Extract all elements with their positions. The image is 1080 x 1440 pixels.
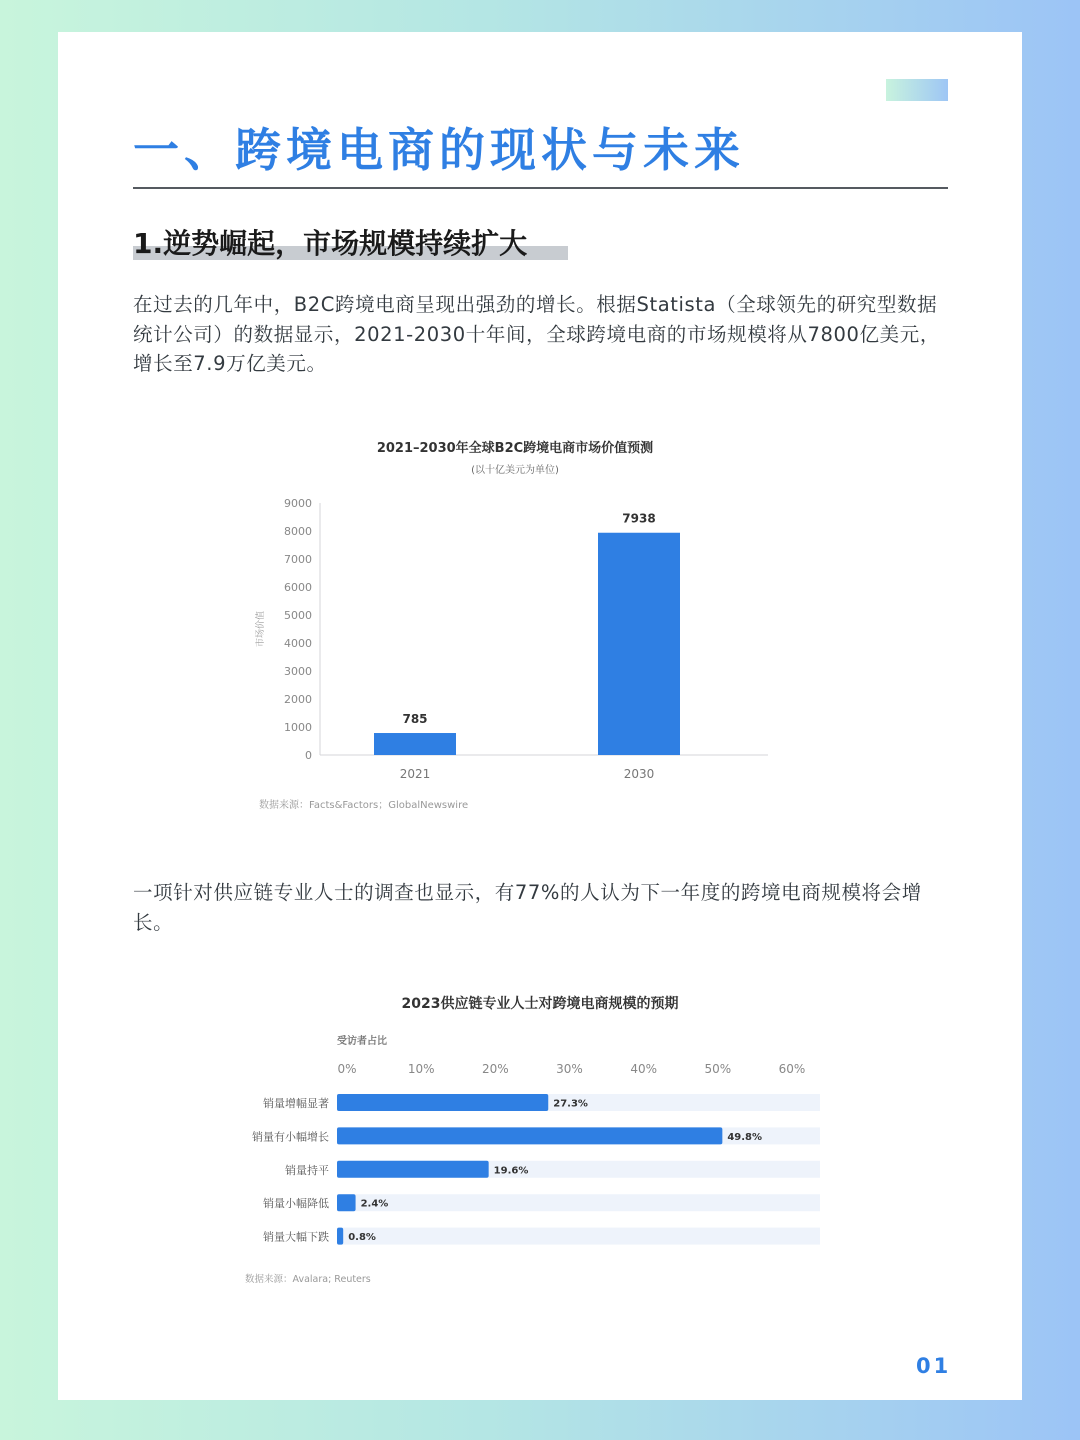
x-tick-label: 50% (704, 1062, 732, 1076)
y-axis-label: 市场价值 (256, 610, 266, 648)
y-tick-label: 0 (305, 749, 312, 762)
y-tick-label: 1000 (284, 721, 312, 734)
x-tick-label: 0% (337, 1062, 357, 1076)
bar-track (337, 1228, 820, 1245)
bar-value-label: 19.6% (493, 1165, 529, 1177)
bar-value-label: 27.3% (553, 1098, 588, 1110)
page-title: 一、跨境电商的现状与未来 (133, 123, 745, 177)
title-divider (133, 187, 948, 189)
corner-decoration (886, 79, 948, 101)
y-tick-label: 8000 (284, 525, 312, 538)
y-tick-label: 9000 (284, 497, 312, 510)
survey-paragraph: 一项针对供应链专业人士的调查也显示，有77%的人认为下一年度的跨境电商规模将会增长。 (133, 881, 922, 934)
bar-销量增幅显著 (337, 1094, 548, 1111)
market-value-bar-chart (175, 400, 795, 820)
survey-horizontal-bar-chart (165, 956, 845, 1296)
chart-title: 2021–2030年全球B2C跨境电商市场价值预测 (376, 441, 654, 456)
y-tick-label: 6000 (284, 581, 312, 594)
x-tick-label: 40% (630, 1062, 658, 1076)
section-subtitle: 1.逆势崛起，市场规模持续扩大 (133, 227, 528, 260)
bar-销量持平 (337, 1161, 489, 1178)
chart-source: 数据来源：Facts&Factors；GlobalNewswire (259, 800, 469, 811)
category-label: 销量小幅降低 (263, 1197, 329, 1211)
x-tick-label: 20% (481, 1062, 509, 1076)
bar-value-label: 0.8% (348, 1232, 376, 1244)
y-tick-label: 4000 (284, 637, 312, 650)
x-tick-label: 2021 (399, 767, 431, 781)
bar-销量有小幅增长 (337, 1127, 722, 1144)
x-tick-label: 60% (778, 1062, 806, 1076)
category-label: 销量大幅下跌 (263, 1230, 329, 1244)
bar-value-label: 7938 (622, 511, 656, 526)
bar-value-label: 2.4% (360, 1198, 389, 1210)
intro-paragraph: 在过去的几年中，B2C跨境电商呈现出强劲的增长。根据Statista（全球领先的研究型数据统计公司）的数据显示，2021-2030十年间，全球跨境电商的市场规模将从7800亿美元，增长至7.9万亿美元。 (133, 293, 940, 375)
y-tick-label: 3000 (284, 665, 312, 678)
y-tick-label: 7000 (284, 553, 312, 566)
y-tick-label: 2000 (284, 693, 312, 706)
category-label: 销量有小幅增长 (252, 1130, 329, 1144)
bar-2021 (374, 733, 456, 755)
category-label: 销量持平 (285, 1163, 329, 1177)
bar-2030 (598, 533, 680, 755)
page-number: 01 (916, 1354, 952, 1378)
bar-value-label: 49.8% (727, 1131, 763, 1143)
x-tick-label: 10% (407, 1062, 435, 1076)
bar-track (337, 1194, 820, 1211)
chart-title: 2023供应链专业人士对跨境电商规模的预期 (401, 996, 679, 1012)
x-tick-label: 2030 (623, 767, 655, 781)
x-tick-label: 30% (556, 1062, 583, 1076)
bar-销量小幅降低 (337, 1194, 356, 1211)
bar-销量大幅下跌 (337, 1228, 343, 1245)
category-label: 销量增幅显著 (263, 1097, 329, 1110)
chart-subtitle: (以十亿美元为单位) (471, 465, 559, 476)
chart-source: 数据来源：Avalara; Reuters (245, 1274, 371, 1285)
bar-value-label: 785 (402, 712, 428, 727)
x-axis-label: 受访者占比 (337, 1036, 387, 1047)
y-tick-label: 5000 (284, 609, 312, 622)
